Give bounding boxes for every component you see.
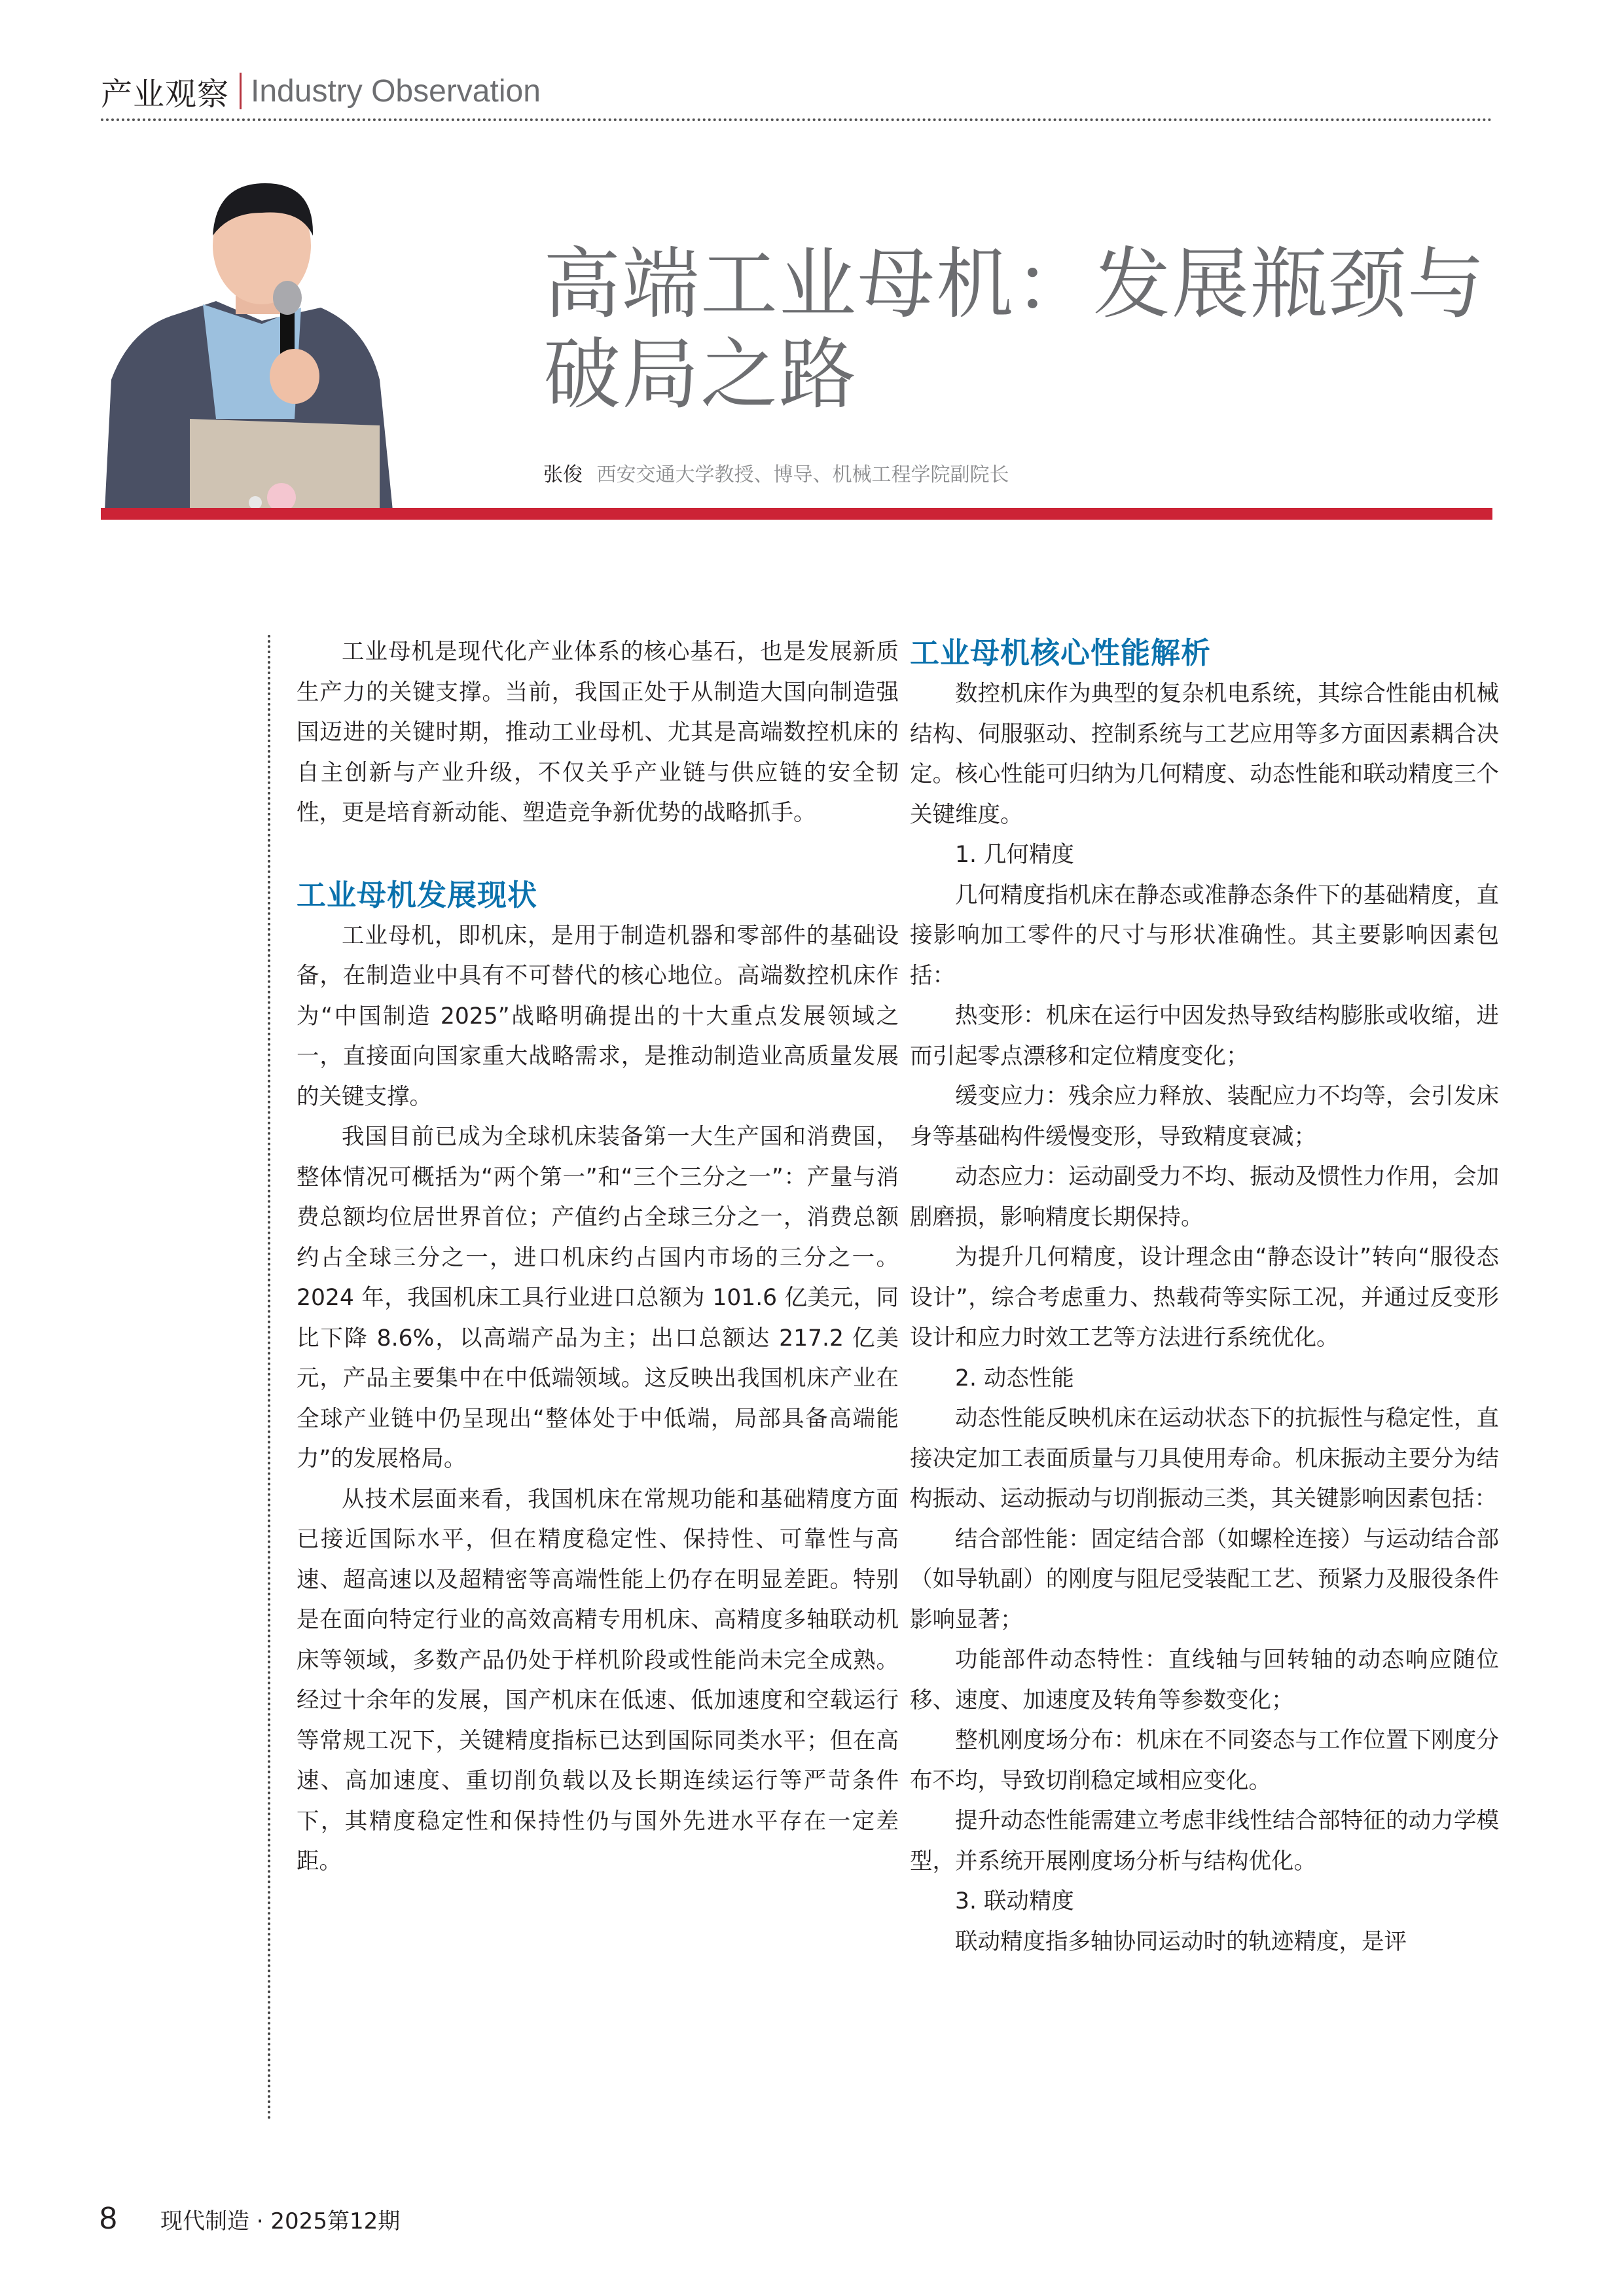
body-paragraph: 从技术层面来看，我国机床在常规功能和基础精度方面已接近国际水平，但在精度稳定性、保持性、可靠性与高速、超高速以及超精密等高端性能上仍存在明显差距。特别是在面向特定行业的高效高精专用机床、高精度多轴联动机床等领域，多数产品仍处于样机阶段或性能尚未完全成熟。经过十余年的发展，国产机床在低速、低加速度和空载运行等常规工况下，关键精度指标已达到国际同类水平；但在高速、高加速度、重切削负载以及长期连续运行等严苛条件下，其精度稳定性和保持性仍与国外先进水平存在一定差距。 [297, 1486, 899, 1874]
list-item: 整机刚度场分布：机床在不同姿态与工作位置下刚度分布不均，导致切削稳定域相应变化。 [910, 1727, 1499, 1794]
publication-issue: 现代制造 · 2025第12期 [160, 2208, 401, 2234]
list-item: 缓变应力：残余应力释放、装配应力不均等，会引发床身等基础构件缓慢变形，导致精度衰减； [910, 1083, 1499, 1150]
section-tag [101, 68, 541, 114]
body-paragraph: 提升动态性能需建立考虑非线性结合部特征的动力学模型，并系统开展刚度场分析与结构优化。 [910, 1808, 1499, 1874]
subheading-linkage-accuracy: 3. 联动精度 [955, 1888, 1074, 1914]
section-separator [240, 73, 242, 109]
subheading-dynamic-performance: 2. 动态性能 [955, 1365, 1074, 1391]
body-paragraph: 工业母机，即机床，是用于制造机器和零部件的基础设备，在制造业中具有不可替代的核心地位。高端数控机床作为“中国制造 2025”战略明确提出的十大重点发展领域之一，直接面向国家重大战略需求，是推动制造业高质量发展的关键支撑。 [297, 922, 899, 1110]
left-column [297, 632, 899, 1882]
speaker-portrait-image [105, 183, 432, 511]
list-item: 功能部件动态特性：直线轴与回转轴的动态响应随位移、速度、加速度及转角等参数变化； [910, 1647, 1499, 1713]
list-item: 热变形：机床在运行中因发热导致结构膨胀或收缩，进而引起零点漂移和定位精度变化； [910, 1003, 1499, 1069]
author-name: 张俊 [543, 463, 583, 486]
section-name-en: Industry Observation [251, 73, 541, 109]
intro-paragraph: 工业母机是现代化产业体系的核心基石，也是发展新质生产力的关键支撑。当前，我国正处于从制造大国向制造强国迈进的关键时期，推动工业母机、尤其是高端数控机床的自主创新与产业升级，不仅关乎产业链与供应链的安全韧性，更是培育新动能、塑造竞争新优势的战略抓手。 [297, 639, 899, 826]
section-heading-status: 工业母机发展现状 [297, 877, 538, 912]
body-paragraph: 动态性能反映机床在运动状态下的抗振性与稳定性，直接决定加工表面质量与刀具使用寿命。机床振动主要分为结构振动、运动振动与切削振动三类，其关键影响因素包括： [910, 1405, 1499, 1512]
section-heading-performance: 工业母机核心性能解析 [910, 636, 1212, 670]
left-column-dotted-rule [268, 635, 270, 2121]
article-title: 高端工业母机：发展瓶颈与破局之路 [543, 239, 1487, 420]
section-name-cn: 产业观察 [101, 75, 230, 113]
list-item: 动态应力：运动副受力不均、振动及惯性力作用，会加剧磨损，影响精度长期保持。 [910, 1164, 1499, 1230]
title-red-bar [101, 508, 1492, 520]
subheading-geometric-accuracy: 1. 几何精度 [955, 842, 1074, 868]
page-number: 8 [99, 2201, 117, 2236]
body-paragraph: 联动精度指多轴协同运动时的轨迹精度，是评 [955, 1928, 1407, 1955]
body-paragraph: 几何精度指机床在静态或准静态条件下的基础精度，直接影响加工零件的尺寸与形状准确性。其主要影响因素包括： [910, 882, 1499, 989]
byline [543, 458, 1009, 487]
body-paragraph: 为提升几何精度，设计理念由“静态设计”转向“服役态设计”，综合考虑重力、热载荷等实际工况，并通过反变形设计和应力时效工艺等方法进行系统优化。 [910, 1244, 1499, 1351]
header-dotted-rule [101, 118, 1492, 121]
body-paragraph: 数控机床作为典型的复杂机电系统，其综合性能由机械结构、伺服驱动、控制系统与工艺应用等多方面因素耦合决定。核心性能可归纳为几何精度、动态性能和联动精度三个关键维度。 [910, 681, 1499, 828]
right-column [910, 632, 1499, 1962]
author-photo [105, 183, 432, 511]
list-item: 结合部性能：固定结合部（如螺栓连接）与运动结合部（如导轨副）的刚度与阻尼受装配工艺、预紧力及服役条件影响显著； [910, 1526, 1499, 1633]
spacer [297, 834, 899, 874]
body-paragraph: 我国目前已成为全球机床装备第一大生产国和消费国，整体情况可概括为“两个第一”和“三个三分之一”：产量与消费总额均位居世界首位；产值约占全球三分之一，消费总额约占全球三分之一，进口机床约占国内市场的三分之一。2024 年，我国机床工具行业进口总额为 101.6 亿美元，同比下降 8.6%，以高端产品为主；出口总额达 217.2 亿美元，产品主要集中在中低端领域。这反映出我国机床产业在全球产业链中仍呈现出“整体处于中低端，局部具备高端能力”的发展格局。 [297, 1124, 899, 1472]
author-role: 西安交通大学教授、博导、机械工程学院副院长 [596, 463, 1009, 486]
